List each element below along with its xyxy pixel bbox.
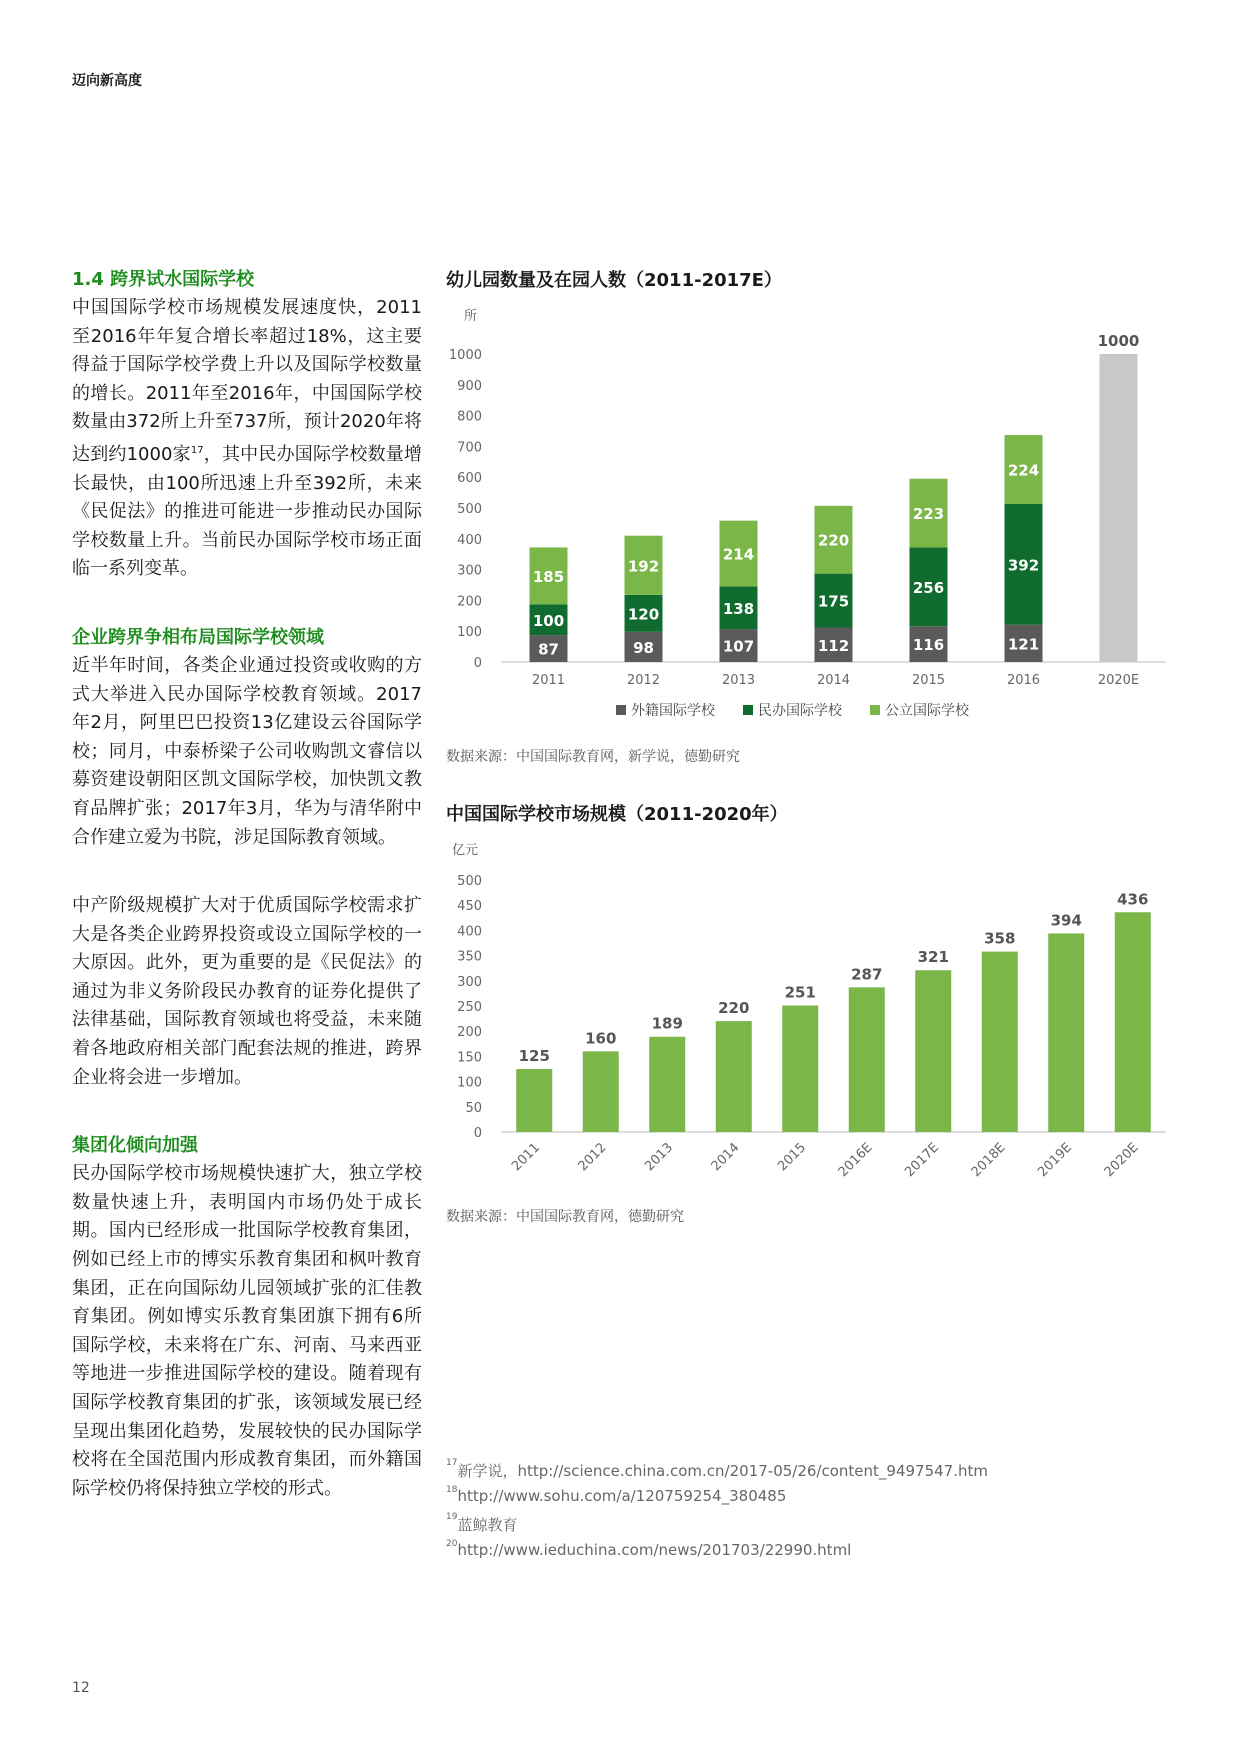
chart1-y-tick: 1000 xyxy=(448,348,482,363)
chart2-bar xyxy=(716,1021,752,1132)
chart2-data-label: 220 xyxy=(718,999,750,1018)
chart1-legend-swatch xyxy=(616,705,626,715)
chart1-x-tick: 2011 xyxy=(531,673,566,688)
footnote-18 xyxy=(446,1487,786,1505)
chart2-y-tick: 350 xyxy=(457,949,482,965)
chart1-data-label: 98 xyxy=(633,638,654,657)
footnote-17-text: 新学说，http://science.china.com.cn/2017-05/26/content_9497547.htm xyxy=(457,1462,988,1480)
section-title: 1.4 跨界试水国际学校 xyxy=(72,269,255,290)
chart2-data-label: 160 xyxy=(585,1029,617,1048)
chart2-y-tick: 500 xyxy=(457,874,482,889)
chart1-data-label: 175 xyxy=(817,592,850,611)
footnote-19 xyxy=(446,1514,517,1535)
footnote-ref: 17 xyxy=(190,444,204,456)
running-header: 迈向新高度 xyxy=(72,73,142,89)
chart1-x-tick: 2020E xyxy=(1097,673,1140,688)
chart1-y-tick: 700 xyxy=(457,440,482,456)
chart2-y-tick: 200 xyxy=(457,1025,482,1041)
chart2-x-tick: 2015 xyxy=(775,1140,810,1175)
chart1-data-label: 214 xyxy=(722,545,755,564)
chart2-bar xyxy=(982,952,1018,1132)
body-text-column xyxy=(72,266,422,1503)
paragraph-middle-class: 中产阶级规模扩大对于优质国际学校需求扩大是各类企业跨界投资或设立国际学校的一大原因。此外，更为重要的是《民促法》的通过为非义务阶段民办教育的证券化提供了法律基础，国际教育领域也将受益，未来随着各地政府相关部门配套法规的推进，跨界企业将会进一步增加。 xyxy=(72,895,422,1088)
chart1-y-tick: 0 xyxy=(473,656,482,671)
paragraph-groups: 民办国际学校市场规模快速扩大，独立学校数量快速上升，表明国内市场仍处于成长期。国内已经形成一批国际学校教育集团，例如已经上市的博实乐教育集团和枫叶教育集团，正在向国际幼儿园领域扩张的汇佳教育集团。例如博实乐教育集团旗下拥有6所国际学校，未来将在广东、河南、马来西亚等地进一步推进国际学校的建设。随着现有国际学校教育集团的扩张，该领域发展已经呈现出集团化趋势，发展较快的民办国际学校将在全国范围内形成教育集团，而外籍国际学校仍将保持独立学校的形式。 xyxy=(72,1163,422,1499)
chart2-x-tick: 2013 xyxy=(642,1140,677,1175)
chart1-y-tick: 100 xyxy=(457,625,482,641)
chart2-x-tick: 2017E xyxy=(902,1140,943,1181)
chart1-x-tick: 2013 xyxy=(721,673,756,688)
paragraph-intro xyxy=(72,294,422,584)
chart2-bar xyxy=(1115,912,1151,1132)
chart1-total-label: 1000 xyxy=(1097,332,1140,350)
chart1-total-bar xyxy=(1100,354,1138,662)
chart2-y-tick: 150 xyxy=(457,1050,482,1066)
chart2-y-tick: 400 xyxy=(457,924,482,940)
footnote-19-text: 蓝鲸教育 xyxy=(457,1516,518,1534)
chart1-legend-label: 外籍国际学校 xyxy=(631,703,715,719)
footnote-20 xyxy=(446,1541,851,1559)
chart1-y-tick: 900 xyxy=(457,378,482,394)
chart1-data-label: 220 xyxy=(817,531,850,550)
chart2-data-label: 287 xyxy=(851,965,883,984)
chart1-x-tick: 2016 xyxy=(1006,673,1041,688)
chart2-x-tick: 2018E xyxy=(968,1140,1009,1181)
chart1-y-tick: 500 xyxy=(457,502,482,517)
footnote-20-text: http://www.ieduchina.com/news/201703/22990.html xyxy=(457,1541,852,1559)
chart2-bar xyxy=(516,1069,552,1132)
chart1-x-tick: 2015 xyxy=(911,673,946,688)
chart2-bar xyxy=(849,987,885,1132)
subsection-title-groups: 集团化倾向加强 xyxy=(72,1135,198,1157)
chart1-source: 数据来源：中国国际教育网，新学说，德勤研究 xyxy=(446,749,740,765)
chart1-legend-swatch xyxy=(870,705,880,715)
chart2-data-label: 125 xyxy=(518,1047,550,1065)
chart1-title: 幼儿园数量及在园人数（2011-2017E） xyxy=(446,270,782,291)
chart2-x-tick: 2020E xyxy=(1101,1140,1142,1181)
chart2-y-tick: 50 xyxy=(465,1100,482,1116)
chart1-x-tick: 2012 xyxy=(626,673,661,688)
chart1-legend-label: 民办国际学校 xyxy=(758,703,842,719)
chart2-data-label: 189 xyxy=(651,1014,683,1033)
chart2-title: 中国国际学校市场规模（2011-2020年） xyxy=(446,804,788,825)
chart2-source: 数据来源：中国国际教育网，德勤研究 xyxy=(446,1209,684,1225)
chart2-x-tick: 2012 xyxy=(575,1140,610,1175)
footnote-17 xyxy=(446,1460,988,1481)
chart2-y-tick: 300 xyxy=(457,974,482,990)
paragraph-intro-text: 中国国际学校市场规模发展速度快，2011至2016年年复合增长率超过18%，这主要得益于国际学校学费上升以及国际学校数量的增长。2011年至2016年，中国国际学校数量由372所上升至737所，预计2020年将达到约1000家 xyxy=(72,297,422,465)
chart2-bar xyxy=(583,1051,619,1132)
chart1-data-label: 185 xyxy=(532,567,565,586)
footnote-18-text: http://www.sohu.com/a/120759254_380485 xyxy=(457,1487,787,1505)
chart1-data-label: 138 xyxy=(722,599,755,618)
chart2-data-label: 251 xyxy=(784,983,816,1002)
chart1-data-label: 112 xyxy=(817,636,850,655)
chart1-stacked-bar xyxy=(446,300,1186,740)
chart2-x-tick: 2019E xyxy=(1035,1140,1076,1181)
chart2-x-tick: 2016E xyxy=(835,1140,876,1181)
chart1-data-label: 256 xyxy=(912,578,945,597)
chart2-data-label: 436 xyxy=(1117,890,1149,909)
chart1-data-label: 87 xyxy=(538,640,559,659)
chart1-data-label: 224 xyxy=(1007,461,1040,480)
chart1-data-label: 100 xyxy=(532,611,565,630)
subsection-title-crossover: 企业跨界争相布局国际学校领域 xyxy=(72,626,324,648)
chart1-data-label: 223 xyxy=(912,505,945,524)
chart2-data-label: 321 xyxy=(917,948,949,967)
footnote-20-num: 20 xyxy=(446,1539,458,1549)
chart2-data-label: 358 xyxy=(984,929,1016,948)
paragraph-crossover: 近半年时间，各类企业通过投资或收购的方式大举进入民办国际学校教育领域。2017年2月，阿里巴巴投资13亿建设云谷国际学校；同月，中泰桥梁子公司收购凯文睿信以募资建设朝阳区凯文国际学校，加快凯文教育品牌扩张；2017年3月，华为与清华附中合作建立爱为书院，涉足国际教育领域。 xyxy=(72,654,422,848)
chart2-bar xyxy=(915,970,951,1132)
footnote-18-num: 18 xyxy=(446,1485,458,1495)
chart2-bar xyxy=(782,1005,818,1132)
chart2-y-tick: 450 xyxy=(457,899,482,915)
chart2-data-label: 394 xyxy=(1050,911,1082,930)
paragraph-intro-text-2: ，其中民办国际学校数量增长最快，由100所迅速上升至392所，未来《民促法》的推进可能进一步推动民办国际学校数量上升。当前民办国际学校市场正面临一系列变革。 xyxy=(72,443,422,580)
chart2-x-tick: 2011 xyxy=(509,1140,544,1175)
chart2-y-tick: 250 xyxy=(457,1000,482,1015)
chart1-data-label: 116 xyxy=(912,636,945,655)
chart1-y-tick: 300 xyxy=(457,563,482,579)
chart1-y-tick: 200 xyxy=(457,594,482,610)
chart1-x-tick: 2014 xyxy=(816,673,851,688)
chart1-y-tick: 600 xyxy=(457,471,482,487)
chart1-data-label: 392 xyxy=(1007,556,1040,575)
page-number: 12 xyxy=(72,1680,90,1696)
chart2-bar xyxy=(649,1037,685,1132)
chart1-y-tick: 800 xyxy=(457,409,482,425)
chart1-legend-label: 公立国际学校 xyxy=(885,703,969,719)
chart2-y-unit: 亿元 xyxy=(452,843,479,858)
chart1-data-label: 192 xyxy=(627,557,660,576)
footnote-19-num: 19 xyxy=(446,1512,458,1522)
chart1-data-label: 120 xyxy=(627,605,660,624)
chart1-y-unit: 所 xyxy=(464,309,478,324)
chart2-y-tick: 0 xyxy=(473,1126,482,1141)
chart2-bar xyxy=(1048,933,1084,1132)
chart2-y-tick: 100 xyxy=(457,1075,482,1091)
chart1-data-label: 107 xyxy=(722,637,755,656)
chart2-x-tick: 2014 xyxy=(708,1140,743,1175)
chart1-data-label: 121 xyxy=(1007,635,1040,654)
footnote-17-num: 17 xyxy=(446,1458,458,1468)
chart1-legend-swatch xyxy=(743,705,753,715)
chart2-bar xyxy=(446,836,1186,1196)
chart1-y-tick: 400 xyxy=(457,532,482,548)
